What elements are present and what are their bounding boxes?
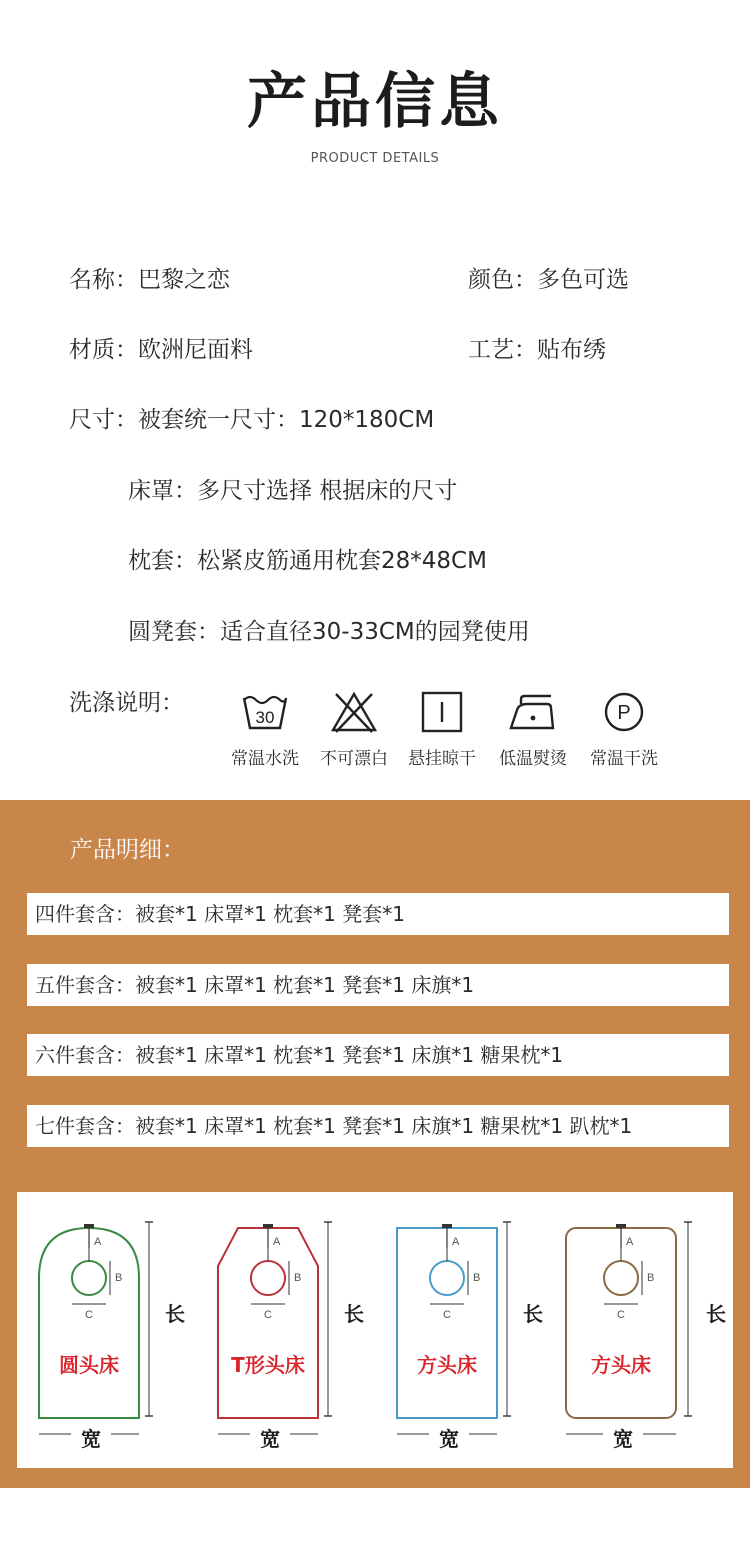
dry-clean-symbol: P	[617, 702, 631, 724]
care-text-iron: 低温熨烫	[499, 749, 567, 769]
bed-width-label: 宽	[429, 1423, 469, 1452]
bed-round-outline	[37, 1218, 207, 1458]
bed-size-diagrams	[17, 1192, 733, 1468]
dry-clean-icon	[600, 690, 648, 734]
care-text-dryclean: 常温干洗	[590, 749, 658, 769]
hang-dry-icon	[418, 690, 466, 734]
care-item-wash	[220, 690, 310, 769]
bed-width-label: 宽	[71, 1423, 111, 1452]
care-text-bleach: 不可漂白	[320, 749, 388, 769]
bed-name-tshape: T形头床	[231, 1353, 305, 1377]
info-size: 尺寸：被套统一尺寸：120*180CM	[69, 407, 435, 433]
set-four-piece: 四件套含：被套*1 床罩*1 枕套*1 凳套*1	[27, 893, 729, 935]
bed-diagram-tshape	[216, 1218, 386, 1458]
bed-diagram-square	[395, 1218, 565, 1458]
info-bedcover: 床罩：多尺寸选择 根据床的尺寸	[128, 478, 458, 504]
dim-c-label: C	[264, 1309, 272, 1321]
dim-b-label: B	[115, 1272, 123, 1284]
bed-length-label: 长	[165, 1302, 185, 1326]
bed-name-round: 圆头床	[59, 1353, 119, 1377]
care-item-iron	[488, 690, 578, 769]
info-stoolcover: 圆凳套：适合直径30-33CM的园凳使用	[128, 619, 530, 645]
info-pillowcase: 枕套：松紧皮筋通用枕套28*48CM	[128, 548, 487, 574]
set-six-piece: 六件套含：被套*1 床罩*1 枕套*1 凳套*1 床旗*1 糖果枕*1	[27, 1034, 729, 1076]
bed-name-square-rounded: 方头床	[591, 1353, 651, 1377]
bed-width-label: 宽	[603, 1423, 643, 1452]
low-iron-icon	[507, 690, 559, 734]
dim-b-label: B	[647, 1272, 655, 1284]
dim-a-label: A	[273, 1236, 281, 1248]
details-heading: 产品明细：	[70, 837, 185, 863]
bed-length-label: 长	[706, 1302, 726, 1326]
page-subtitle: PRODUCT DETAILS	[310, 151, 440, 166]
care-item-hang	[397, 690, 487, 769]
bed-square-rounded-outline	[564, 1218, 734, 1458]
bed-length-label: 长	[523, 1302, 543, 1326]
info-color: 颜色：多色可选	[468, 267, 629, 293]
info-craft: 工艺：贴布绣	[468, 337, 606, 363]
dim-a-label: A	[626, 1236, 634, 1248]
bed-width-label: 宽	[250, 1423, 290, 1452]
dim-c-label: C	[617, 1309, 625, 1321]
dim-b-label: B	[473, 1272, 481, 1284]
bed-diagram-round	[37, 1218, 207, 1458]
no-bleach-icon	[330, 690, 378, 734]
dim-c-label: C	[443, 1309, 451, 1321]
page-title: 产品信息	[247, 67, 503, 137]
dim-b-label: B	[294, 1272, 302, 1284]
info-name: 名称：巴黎之恋	[69, 267, 230, 293]
info-material: 材质：欧洲尼面料	[69, 337, 253, 363]
care-item-dryclean	[579, 690, 669, 769]
dim-c-label: C	[85, 1309, 93, 1321]
bed-length-label: 长	[344, 1302, 364, 1326]
bed-tshape-outline	[216, 1218, 386, 1458]
bed-diagram-square-rounded	[564, 1218, 734, 1458]
set-seven-piece: 七件套含：被套*1 床罩*1 枕套*1 凳套*1 床旗*1 糖果枕*1 趴枕*1	[27, 1105, 729, 1147]
wash-30-icon	[241, 690, 289, 734]
care-text-wash: 常温水洗	[231, 749, 299, 769]
care-label: 洗涤说明：	[69, 690, 184, 716]
set-five-piece: 五件套含：被套*1 床罩*1 枕套*1 凳套*1 床旗*1	[27, 964, 729, 1006]
bed-name-square: 方头床	[417, 1353, 477, 1377]
dim-a-label: A	[452, 1236, 460, 1248]
wash-temp-text: 30	[255, 708, 275, 727]
dim-a-label: A	[94, 1236, 102, 1248]
care-item-bleach	[309, 690, 399, 769]
care-text-hang: 悬挂晾干	[408, 749, 476, 769]
bed-square-outline	[395, 1218, 565, 1458]
